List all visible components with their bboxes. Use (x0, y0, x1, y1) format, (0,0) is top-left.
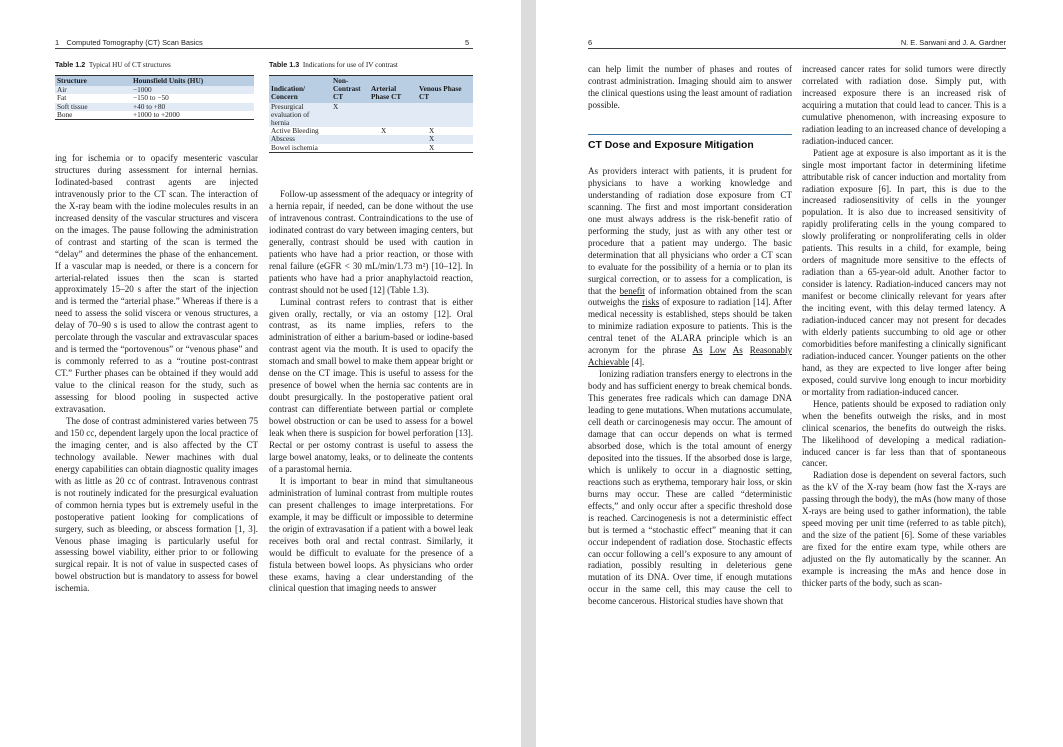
paragraph: Luminal contrast refers to contrast that is either given orally, rectally, or via an ostomy [12]. Oral contrast, as its name implies, refers to the administration of either a barium-based or iodine-based contrast agent via the mouth. It is used to opacify the stomach and small bowel to make them appear bright or dense on the CT image. This is useful to assess for the presence of bowel when the hernia sac contents are in doubt presurgically. In the postoperative patient oral contrast can differentiate between partial or complete bowel obstruction or can be used to assess for a bowel leak when there is suspicion for bowel perforation [13]. Rectal or per ostomy contrast is useful to assess the large bowel anatomy, leaks, or to delineate the contents of a parastomal hernia. (269, 296, 473, 474)
paragraph: Patient age at exposure is also important as it is the single most important factor in determining lifetime attributable risk of cancer induction and mortality from radiation exposure [6]. In part, this is due to the increased radiosensitivity of cells in the younger population. It is also due to increased sensitivity of rapidly proliferating cells in the young compared to slowly proliferating or nonproliferating cells in older patients. This results in a child, for example, being orders of magnitude more sensitive to the effects of radiation than a 65-year-old adult. Another factor to consider is latency. Radiation-induced cancers may not manifest or become clinically relevant for years after the inciting event, with this delay termed latency. A radiation-induced cancer may not present for decades with elderly patients succumbing to old age or other comorbidities before manifesting a clinically significant radiation-induced cancer. Younger patients on the other hand, as they are expected to live longer after being exposed, could survive long enough to incur morbidity or mortality from radiation-induced cancer. (802, 147, 1006, 397)
running-head: N. E. Sarwani and J. A. Gardner (900, 38, 1006, 47)
table-1-3-caption: Table 1.3 Indications for use of IV contrast (269, 60, 398, 69)
table-row: Soft tissue +40 to +80 (55, 103, 254, 111)
table-row: Active Bleeding X X (271, 126, 435, 136)
paragraph: ing for ischemia or to opacify mesenteric vascular structures during assessment for internal hernias. Iodinated-based contrast agents are injected intravenously prior to the CT scan. The interaction of the X-ray beam with the iodine molecules results in an increased density of the vascular structures and viscera on the images. The pause following the administration of contrast and starting of the scan is termed the “delay” and determines the phase of the enhancement. If a vascular map is needed, or there is a concern for arterial-related issues then the scan is started approximately 15–20 s after the start of the injection and is termed the “arterial phase.” Whereas if there is a need to assess the solid viscera or venous structures, a delay of 70–90 s is used to allow the contrast agent to percolate through the vascular and extravascular spaces and is termed the “portovenous” or “venous phase” and is commonly referred to as a “routine post-contrast CT.” Further phases can be obtained if they would add value to the clinical reason for the study, such as assessing for blood pooling in suspected active extravasation. (55, 153, 258, 415)
table-1-2-caption: Table 1.2 Typical HU of CT structures (55, 60, 171, 69)
page-number: 5 (465, 38, 470, 47)
paragraph: can help limit the number of phases and routes of contrast administration. Imaging should aim to answer the clinical questions using the least amount of radiation possible. (588, 64, 793, 110)
table-header: Arterial Phase CT (369, 76, 417, 103)
table-row: Bone +1000 to +2000 (55, 111, 254, 120)
right-page-column-1-top (588, 64, 792, 112)
left-page (0, 0, 521, 747)
paragraph: Hence, patients should be exposed to radiation only when the benefits outweigh the risks, and in most clinical scenarios, the benefits do outweigh the risks. The likelihood of developing a medical radiation-induced cancer is far less than that of spontaneous cancer. (802, 398, 1006, 469)
right-page-column-2 (802, 64, 1006, 590)
table-header: Venous Phase CT (417, 76, 473, 103)
paragraph: Ionizing radiation transfers energy to electrons in the body and has sufficient energy to break chemical bonds. This generates free radicals which can damage DNA leading to gene mutations. When mutations accumulate, cell death or carcinogenesis may occur. The amount of damage that can occur depends on what is termed absorbed dose, which is the total amount of energy deposited into the tissues. If the absorbed dose is large, which is unlikely to occur in a diagnostic setting, reactions such as erythema, temporary hair loss, or skin burns may occur. These are called “deterministic effects,” and only occur after a specific threshold dose is reached. Carcinogenesis is not a deterministic effect but is termed a “stochastic effect” meaning that it can occur independent of radiation dose. Stochastic effects can occur following a cell’s exposure to any amount of radiation, possibly resulting in deleterious gene mutation of its DNA. Over time, if enough mutations occur in the same cell, this may cause the cell to become cancerous. Historical studies have shown that (588, 369, 792, 607)
running-head: 1 Computed Tomography (CT) Scan Basics (55, 38, 203, 47)
table-row: Abscess X (269, 135, 473, 143)
right-page-column-1 (588, 166, 792, 608)
table-row: Air −1000 (55, 86, 254, 94)
paragraph: The dose of contrast administered varies between 75 and 150 cc, dependent largely upon the local practice of the imaging center, and is also affected by the CT technology available. Newer machines with dual energy capabilities can obtain diagnostic quality images with as little as 20 cc of contrast. Intravenous contrast is not routinely indicated for the presurgical evaluation of common hernia types but is extremely useful in the postoperative patient looking for complications of surgery, such as bleeding, or abscess formation [1, 3]. Venous phase imaging is particularly useful for assessing bowel viability, either prior to or following surgical repair. It is not of value in suspected cases of bowel obstruction but is mandatory to assess for bowel ischemia. (55, 415, 258, 594)
paragraph: Radiation dose is dependent on several factors, such as the kV of the X-ray beam (how fast the X-rays are passing through the body), the mAs (how many of those X-rays are being used to gather information), the table speed moving per unit time (referred to as table pitch), and the size of the patient [6]. Some of these variables are fixed for the entire exam type, while others are adjusted on the fly automatically by the scanner. An example is increasing the mAs and hence dose in thicker parts of the body, such as scan- (802, 470, 1006, 588)
paragraph: increased cancer rates for solid tumors were directly correlated with radiation dose. Simply put, with increased exposure there is an increased risk of acquiring a mutation that could lead to cancer. This is a cumulative phenomenon, with increasing exposure to radiation leading to an increased chance of developing a radiation-induced cancer. (802, 64, 1006, 146)
header-rule (55, 48, 473, 49)
paragraph: Follow-up assessment of the adequacy or integrity of a hernia repair, if needed, can be done without the use of intravenous contrast. Contraindications to the use of iodinated contrast do vary between imaging centers, but generally, contrast should be used with caution in patients who have had a prior reaction, or those with renal failure (eGFR < 30 mL/min/1.73 m²) [10–12]. In patients who have had a prior anaphylactoid reaction, contrast should not be used [12] (Table 1.3). (269, 189, 473, 295)
table-row: Fat −150 to −50 (57, 93, 169, 103)
table-header: Hounsfield Units (HU) (131, 76, 254, 87)
table-header: Indication/ Concern (269, 76, 331, 103)
table-header: Structure (55, 76, 131, 87)
table-1-3 (269, 75, 473, 153)
paragraph: As providers interact with patients, it is prudent for physicians to have a working knowledge and understanding of radiation dose exposure from CT scanning. The first and most important consideration one must always address is the risk-benefit ratio of performing the study, just as with any other test or procedure that a patient may undergo. The basic determination that all physicians who order a CT scan to evaluate for the possibility of a hernia or to plan its surgical correction, or to assess for a complication, is that the benefit of information obtained from the scan outweighs the risks of exposure to radiation [14]. After medical necessity is established, steps should be taken to minimize radiation exposure to patients. This is the central tenet of the ALARA principle which is an acronym for the phrase As Low As Reasonably Achievable [4]. (588, 166, 792, 368)
table-1-2 (55, 75, 254, 120)
left-page-column-1 (55, 153, 258, 595)
paragraph: It is important to bear in mind that simultaneous administration of luminal contrast from multiple routes can present challenges to image interpretations. For example, it may be difficult or impossible to determine the origin of extravasation if a patient with a bowel leak receives both oral and rectal contrast. Similarly, it would be difficult to evaluate for the presence of a fistula between bowel loops. As physicians who order these exams, having a clear understanding of the clinical question that imaging needs to answer (269, 475, 473, 594)
table-row: Presurgical evaluation of hernia X (269, 103, 473, 128)
page-number: 6 (588, 38, 593, 47)
table-row: Bowel ischemia X (269, 144, 473, 153)
section-title: CT Dose and Exposure Mitigation (588, 140, 754, 151)
section-rule (588, 134, 792, 135)
table-header: Non-Contrast CT (331, 76, 369, 103)
header-rule (588, 48, 1006, 49)
left-page-column-2 (269, 189, 473, 595)
right-page (536, 0, 1063, 747)
